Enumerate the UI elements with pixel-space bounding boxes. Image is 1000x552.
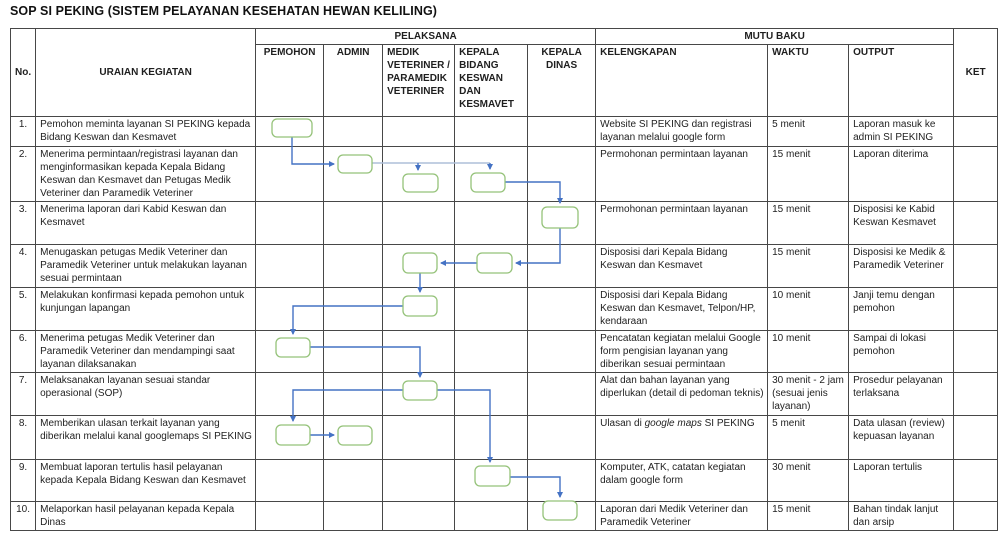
flow-cell-medik-veteriner (383, 502, 455, 531)
flow-cell-pemohon (256, 288, 324, 331)
flow-cell-admin (324, 147, 383, 202)
kelengkapan-text-part: Ulasan di (600, 418, 645, 429)
output-cell: Janji temu dengan pemohon (849, 288, 954, 331)
table-row (11, 460, 998, 502)
flow-cell-medik-veteriner (383, 373, 455, 416)
kelengkapan-cell (596, 416, 768, 460)
kelengkapan-text-part: SI PEKING (701, 418, 755, 429)
col-header-ket: KET (954, 29, 998, 117)
flow-cell-medik-veteriner (383, 245, 455, 288)
table-row (11, 202, 998, 245)
ket-cell (954, 502, 998, 531)
flow-cell-kepala-bidang (455, 202, 528, 245)
kelengkapan-cell: Permohonan permintaan layanan (596, 147, 768, 202)
waktu-cell: 10 menit (768, 288, 849, 331)
col-header-uraian-kegiatan: URAIAN KEGIATAN (36, 29, 256, 117)
flow-cell-admin (324, 245, 383, 288)
output-cell: Disposisi ke Medik & Paramedik Veteriner (849, 245, 954, 288)
flow-cell-pemohon (256, 416, 324, 460)
flow-cell-kepala-bidang (455, 460, 528, 502)
ket-cell (954, 331, 998, 373)
uraian-kegiatan-cell: Pemohon meminta layanan SI PEKING kepada Bidang Keswan dan Kesmavet (36, 117, 256, 147)
flow-cell-admin (324, 460, 383, 502)
flow-cell-kepala-bidang (455, 147, 528, 202)
ket-cell (954, 288, 998, 331)
flow-cell-kepala-bidang (455, 502, 528, 531)
flow-cell-kepala-dinas (528, 147, 596, 202)
table-row (11, 117, 998, 147)
waktu-cell: 15 menit (768, 245, 849, 288)
uraian-kegiatan-cell: Menugaskan petugas Medik Veteriner dan Paramedik Veteriner untuk melakukan layanan sesuai permintaan (36, 245, 256, 288)
flow-cell-kepala-bidang (455, 331, 528, 373)
col-header-output: OUTPUT (849, 45, 954, 117)
row-number: 8. (11, 416, 36, 460)
kelengkapan-text-part: google maps (644, 418, 702, 429)
kelengkapan-cell: Laporan dari Medik Veteriner dan Paramedik Veteriner (596, 502, 768, 531)
table-row (11, 331, 998, 373)
output-cell: Laporan masuk ke admin SI PEKING (849, 117, 954, 147)
kelengkapan-cell: Permohonan permintaan layanan (596, 202, 768, 245)
kelengkapan-cell: Alat dan bahan layanan yang diperlukan (detail di pedoman teknis) (596, 373, 768, 416)
row-number: 3. (11, 202, 36, 245)
flow-cell-admin (324, 502, 383, 531)
col-header-kepala-bidang: KEPALA BIDANG KESWAN DAN KESMAVET (455, 45, 528, 117)
flow-cell-pemohon (256, 460, 324, 502)
flow-cell-medik-veteriner (383, 288, 455, 331)
flow-cell-medik-veteriner (383, 460, 455, 502)
row-number: 2. (11, 147, 36, 202)
flow-cell-kepala-dinas (528, 331, 596, 373)
output-cell: Prosedur pelayanan terlaksana (849, 373, 954, 416)
uraian-kegiatan-cell: Membuat laporan tertulis hasil pelayanan kepada Kepala Bidang Keswan dan Kesmavet (36, 460, 256, 502)
col-header-admin: ADMIN (324, 45, 383, 117)
flow-cell-kepala-dinas (528, 460, 596, 502)
row-number: 5. (11, 288, 36, 331)
flow-cell-medik-veteriner (383, 331, 455, 373)
sop-table (10, 28, 998, 531)
flow-cell-medik-veteriner (383, 202, 455, 245)
flow-cell-kepala-dinas (528, 502, 596, 531)
col-header-mutu-baku: MUTU BAKU (596, 29, 954, 45)
flow-cell-kepala-dinas (528, 373, 596, 416)
flow-cell-admin (324, 331, 383, 373)
uraian-kegiatan-cell: Menerima laporan dari Kabid Keswan dan Kesmavet (36, 202, 256, 245)
flow-cell-pemohon (256, 373, 324, 416)
flow-cell-kepala-bidang (455, 416, 528, 460)
flow-cell-kepala-bidang (455, 288, 528, 331)
output-cell: Data ulasan (review) kepuasan layanan (849, 416, 954, 460)
flow-cell-kepala-dinas (528, 245, 596, 288)
row-number: 4. (11, 245, 36, 288)
output-cell: Bahan tindak lanjut dan arsip (849, 502, 954, 531)
uraian-kegiatan-cell: Melaporkan hasil pelayanan kepada Kepala Dinas (36, 502, 256, 531)
output-cell: Laporan diterima (849, 147, 954, 202)
ket-cell (954, 416, 998, 460)
col-header-waktu: WAKTU (768, 45, 849, 117)
col-header-kelengkapan: KELENGKAPAN (596, 45, 768, 117)
uraian-kegiatan-cell: Melaksanakan layanan sesuai standar operasional (SOP) (36, 373, 256, 416)
waktu-cell: 15 menit (768, 147, 849, 202)
flow-cell-pemohon (256, 202, 324, 245)
waktu-cell: 30 menit - 2 jam (sesuai jenis layanan) (768, 373, 849, 416)
uraian-kegiatan-cell: Memberikan ulasan terkait layanan yang diberikan melalui kanal googlemaps SI PEKING (36, 416, 256, 460)
table-row (11, 373, 998, 416)
waktu-cell: 15 menit (768, 202, 849, 245)
output-cell: Sampai di lokasi pemohon (849, 331, 954, 373)
flow-cell-kepala-dinas (528, 288, 596, 331)
ket-cell (954, 202, 998, 245)
ket-cell (954, 373, 998, 416)
col-header-medik-veteriner: MEDIK VETERINER / PARAMEDIK VETERINER (383, 45, 455, 117)
waktu-cell: 5 menit (768, 416, 849, 460)
kelengkapan-cell: Disposisi dari Kepala Bidang Keswan dan Kesmavet (596, 245, 768, 288)
flow-cell-kepala-bidang (455, 117, 528, 147)
table-row (11, 288, 998, 331)
flow-cell-admin (324, 202, 383, 245)
table-row (11, 416, 998, 460)
flow-cell-medik-veteriner (383, 416, 455, 460)
flow-cell-admin (324, 373, 383, 416)
uraian-kegiatan-cell: Melakukan konfirmasi kepada pemohon untuk kunjungan lapangan (36, 288, 256, 331)
flow-cell-kepala-bidang (455, 245, 528, 288)
table-row (11, 245, 998, 288)
output-cell: Laporan tertulis (849, 460, 954, 502)
ket-cell (954, 117, 998, 147)
ket-cell (954, 460, 998, 502)
flow-cell-pemohon (256, 117, 324, 147)
flow-cell-pemohon (256, 245, 324, 288)
kelengkapan-cell: Website SI PEKING dan registrasi layanan melalui google form (596, 117, 768, 147)
kelengkapan-cell: Disposisi dari Kepala Bidang Keswan dan Kesmavet, Telpon/HP, kendaraan (596, 288, 768, 331)
ket-cell (954, 245, 998, 288)
flow-cell-admin (324, 416, 383, 460)
flow-cell-admin (324, 288, 383, 331)
output-cell: Disposisi ke Kabid Keswan Kesmavet (849, 202, 954, 245)
row-number: 1. (11, 117, 36, 147)
row-number: 9. (11, 460, 36, 502)
col-header-pemohon: PEMOHON (256, 45, 324, 117)
flow-cell-medik-veteriner (383, 147, 455, 202)
col-header-kepala-dinas: KEPALA DINAS (528, 45, 596, 117)
flow-cell-kepala-dinas (528, 416, 596, 460)
table-row (11, 147, 998, 202)
page-title: SOP SI PEKING (SISTEM PELAYANAN KESEHATAN HEWAN KELILING) (10, 4, 438, 18)
uraian-kegiatan-cell: Menerima petugas Medik Veteriner dan Paramedik Veteriner dan mendampingi saat layanan dilaksanakan (36, 331, 256, 373)
kelengkapan-cell: Pencatatan kegiatan melalui Google form pengisian layanan yang diberikan sesuai permintaan (596, 331, 768, 373)
col-header-no: No. (11, 29, 36, 117)
waktu-cell: 15 menit (768, 502, 849, 531)
flow-cell-kepala-dinas (528, 202, 596, 245)
row-number: 7. (11, 373, 36, 416)
waktu-cell: 10 menit (768, 331, 849, 373)
uraian-kegiatan-cell: Menerima permintaan/registrasi layanan dan menginformasikan kepada Kepala Bidang Keswan dan Kesmavet dan Petugas Medik Veteriner dan Paramedik Veteriner (36, 147, 256, 202)
flow-cell-medik-veteriner (383, 117, 455, 147)
col-header-pelaksana: PELAKSANA (256, 29, 596, 45)
flow-cell-pemohon (256, 147, 324, 202)
flow-cell-pemohon (256, 331, 324, 373)
kelengkapan-cell: Komputer, ATK, catatan kegiatan dalam google form (596, 460, 768, 502)
row-number: 10. (11, 502, 36, 531)
flow-cell-kepala-dinas (528, 117, 596, 147)
waktu-cell: 30 menit (768, 460, 849, 502)
row-number: 6. (11, 331, 36, 373)
ket-cell (954, 147, 998, 202)
flow-cell-pemohon (256, 502, 324, 531)
flow-cell-admin (324, 117, 383, 147)
table-row (11, 502, 998, 531)
waktu-cell: 5 menit (768, 117, 849, 147)
flow-cell-kepala-bidang (455, 373, 528, 416)
